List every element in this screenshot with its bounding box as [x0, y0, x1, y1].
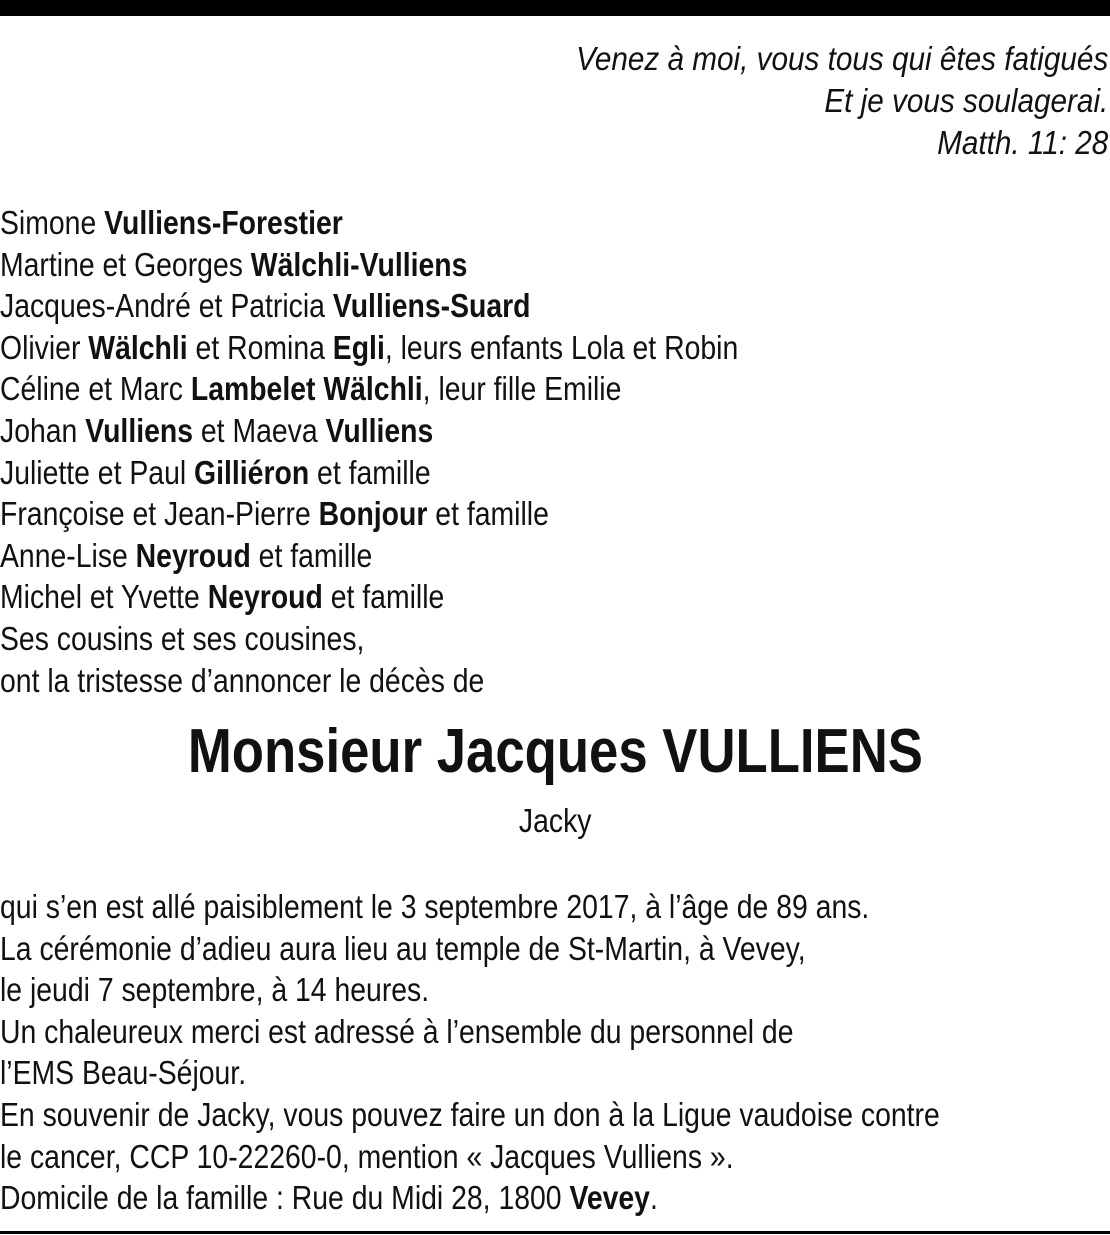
family-line: Michel et Yvette Neyroud et famille: [0, 578, 445, 616]
family-line: Simone Vulliens-Forestier: [0, 204, 343, 241]
details-line: le jeudi 7 septembre, à 14 heures.: [0, 971, 430, 1009]
family-list: [0, 202, 738, 701]
family-line: ont la tristesse d’annoncer le décès de: [0, 661, 485, 699]
family-line: Juliette et Paul Gilliéron et famille: [0, 453, 431, 491]
details-line: En souvenir de Jacky, vous pouvez faire un don à la Ligue vaudoise contre: [0, 1095, 940, 1133]
deceased-name: Monsieur Jacques VULLIENS: [187, 717, 923, 786]
verse-line-1: Venez à moi, vous tous qui êtes fatigués: [575, 40, 1108, 77]
family-line: Ses cousins et ses cousines,: [0, 619, 365, 657]
family-line: Olivier Wälchli et Romina Egli, leurs enfants Lola et Robin: [0, 328, 739, 366]
city-name: Vevey: [569, 1179, 650, 1217]
deceased-nickname: Jacky: [518, 802, 592, 839]
details-line: qui s’en est allé paisiblement le 3 septembre 2017, à l’âge de 89 ans.: [0, 888, 870, 925]
announcement-details: [0, 886, 940, 1219]
details-line: Un chaleureux merci est adressé à l’ensemble du personnel de: [0, 1012, 794, 1050]
details-line: Domicile de la famille : Rue du Midi 28, 1800 Vevey.: [0, 1179, 658, 1217]
bible-verse: [576, 38, 1108, 164]
details-line: La cérémonie d’adieu aura lieu au temple de St-Martin, à Vevey,: [0, 929, 806, 967]
family-line: Françoise et Jean-Pierre Bonjour et famille: [0, 495, 549, 533]
details-line: l’EMS Beau-Séjour.: [0, 1054, 247, 1092]
top-rule: [0, 0, 1110, 16]
bottom-rule: [0, 1231, 1110, 1234]
verse-line-2: Et je vous soulagerai.: [824, 82, 1108, 119]
verse-reference: Matth. 11: 28: [936, 124, 1108, 161]
family-line: Céline et Marc Lambelet Wälchli, leur fille Emilie: [0, 370, 622, 408]
details-line: le cancer, CCP 10-22260-0, mention « Jacques Vulliens ».: [0, 1137, 734, 1175]
family-line: Jacques-André et Patricia Vulliens-Suard: [0, 287, 531, 325]
family-line: Johan Vulliens et Maeva Vulliens: [0, 411, 434, 449]
family-line: Martine et Georges Wälchli-Vulliens: [0, 245, 468, 283]
family-line: Anne-Lise Neyroud et famille: [0, 536, 373, 574]
